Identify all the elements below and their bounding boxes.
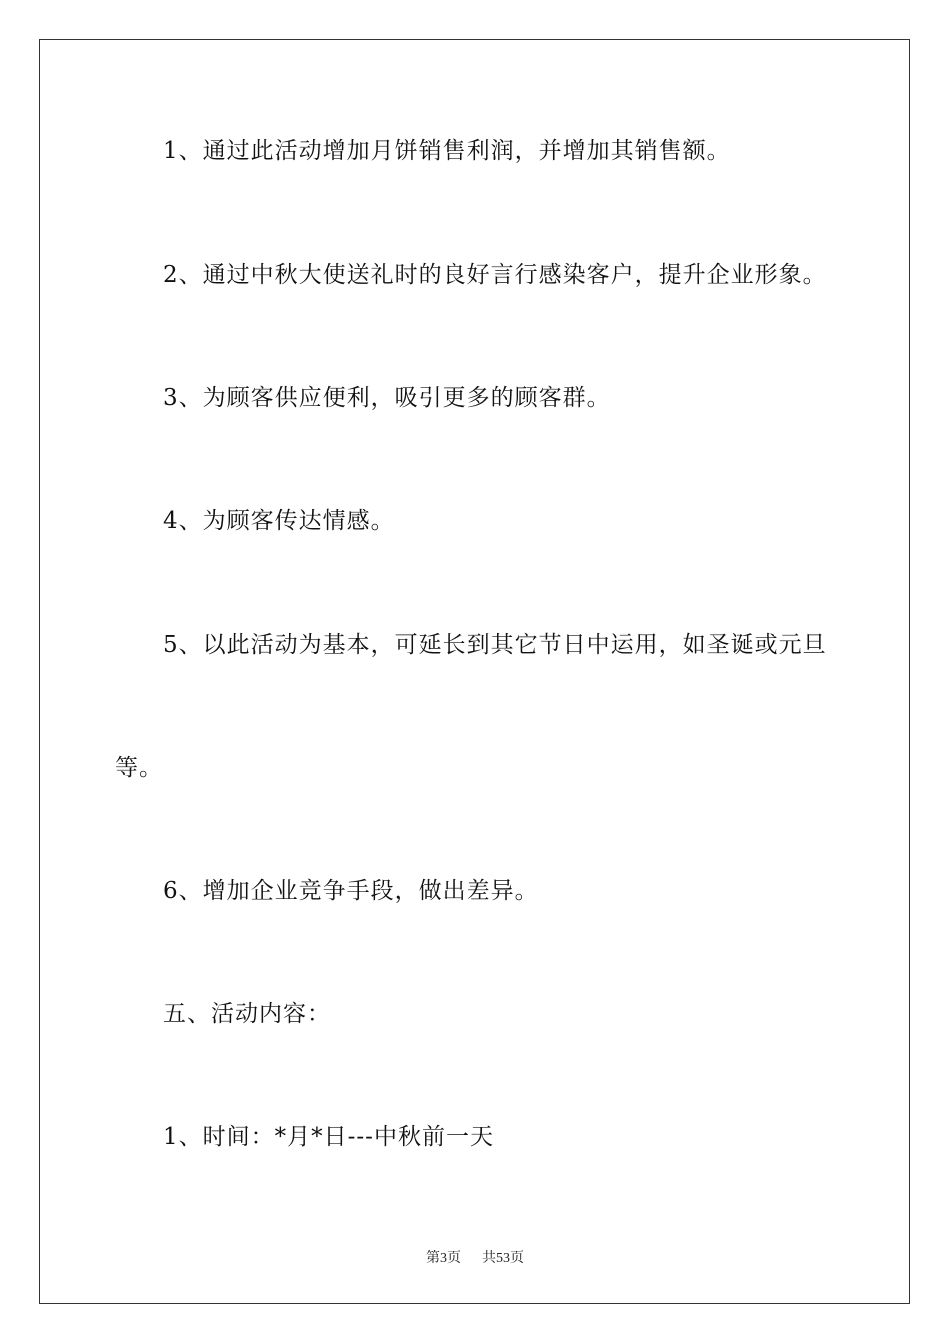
paragraph-goal-4: 4、为顾客传达情感。 [163, 508, 395, 534]
paragraph-goal-5-continued: 等。 [115, 755, 163, 781]
section-heading-activity-content: 五、活动内容： [163, 1001, 331, 1027]
page-footer [0, 1247, 950, 1267]
paragraph-activity-time: 1、时间：*月*日---中秋前一天 [163, 1124, 494, 1150]
paragraph-goal-3: 3、为顾客供应便利，吸引更多的顾客群。 [163, 385, 611, 411]
paragraph-goal-6: 6、增加企业竞争手段，做出差异。 [163, 878, 539, 904]
paragraph-goal-2: 2、通过中秋大使送礼时的良好言行感染客户，提升企业形象。 [163, 262, 827, 288]
paragraph-goal-1: 1、通过此活动增加月饼销售利润，并增加其销售额。 [163, 138, 731, 164]
total-pages: 共53页 [482, 1251, 524, 1266]
paragraph-goal-5: 5、以此活动为基本，可延长到其它节日中运用，如圣诞或元旦 [163, 632, 827, 658]
page-border [39, 39, 910, 1304]
page-number: 第3页 [426, 1251, 461, 1266]
